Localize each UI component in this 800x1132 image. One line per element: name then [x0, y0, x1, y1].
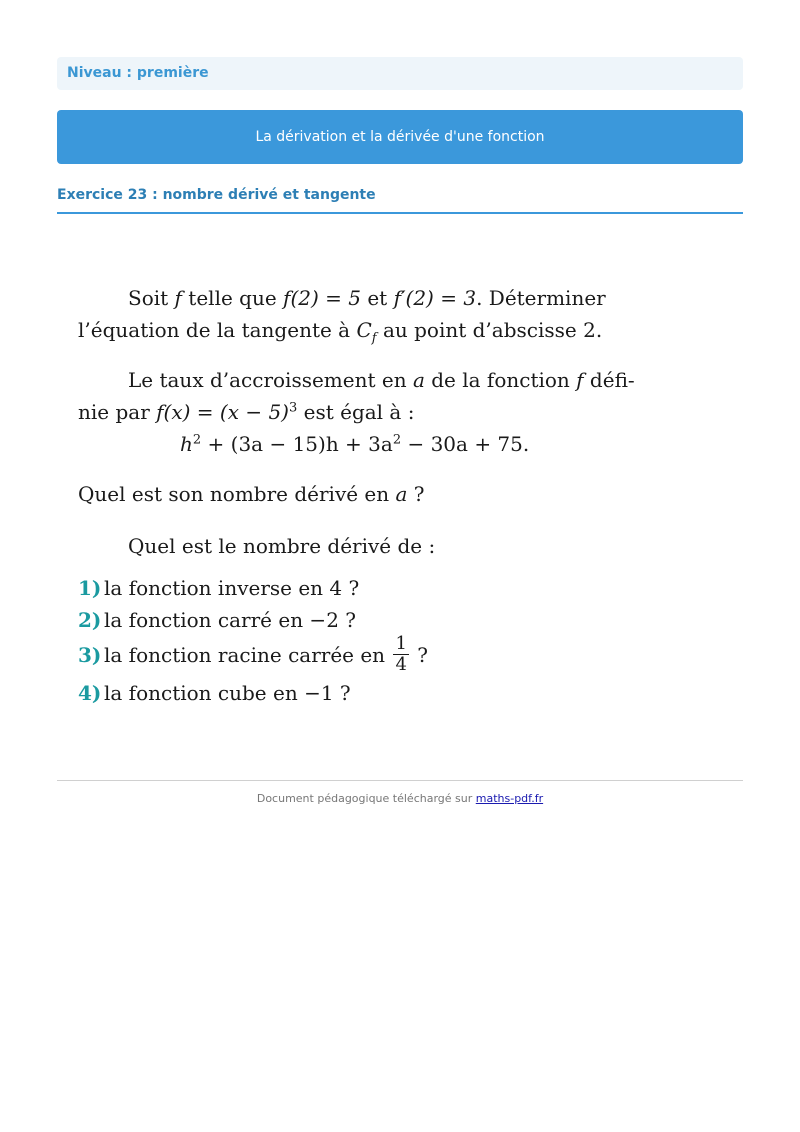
part2-line2: nie par $f(x) = (x - 5)^3$ est égal à : — [78, 400, 415, 424]
level-label: Niveau : première — [57, 57, 743, 90]
part1-line1: Soit f telle que f(2) = 5 et f′(2) = 3. Déterminer — [128, 286, 606, 310]
list-item: 1) la fonction inverse en 4 ? — [78, 576, 360, 600]
footer-divider — [57, 780, 743, 781]
footer — [57, 792, 743, 805]
exercise-statement — [78, 282, 638, 709]
part3-intro: Quel est le nombre dérivé de : — [128, 534, 436, 558]
exercise-title: Exercice 23 : nombre dérivé et tangente — [57, 185, 743, 214]
rate-formula: $h^2 + (3a - 15)h + 3a^2 - 30a + 75$. — [180, 432, 530, 456]
fraction: $\frac{1}{4}$ — [395, 633, 407, 675]
footer-text: Document pédagogique téléchargé sur — [256, 792, 476, 805]
part2-question: Quel est son nombre dérivé en a ? — [78, 482, 425, 506]
list-item: 2) la fonction carré en −2 ? — [78, 608, 356, 632]
chapter-title-banner: La dérivation et la dérivée d'une fonction — [57, 110, 743, 164]
part1-line2: l’équation de la tangente à $C_f$ au point d’abscisse 2. — [78, 318, 603, 346]
question-list — [78, 572, 638, 709]
footer-link[interactable]: maths-pdf.fr — [475, 792, 544, 805]
part2-line1: Le taux d’accroissement en a de la fonction f défi- — [128, 368, 635, 392]
list-item: 4) la fonction cube en −1 ? — [78, 681, 351, 705]
list-item: 3) la fonction racine carrée en $\frac{1}{4}$ ? — [78, 633, 428, 675]
